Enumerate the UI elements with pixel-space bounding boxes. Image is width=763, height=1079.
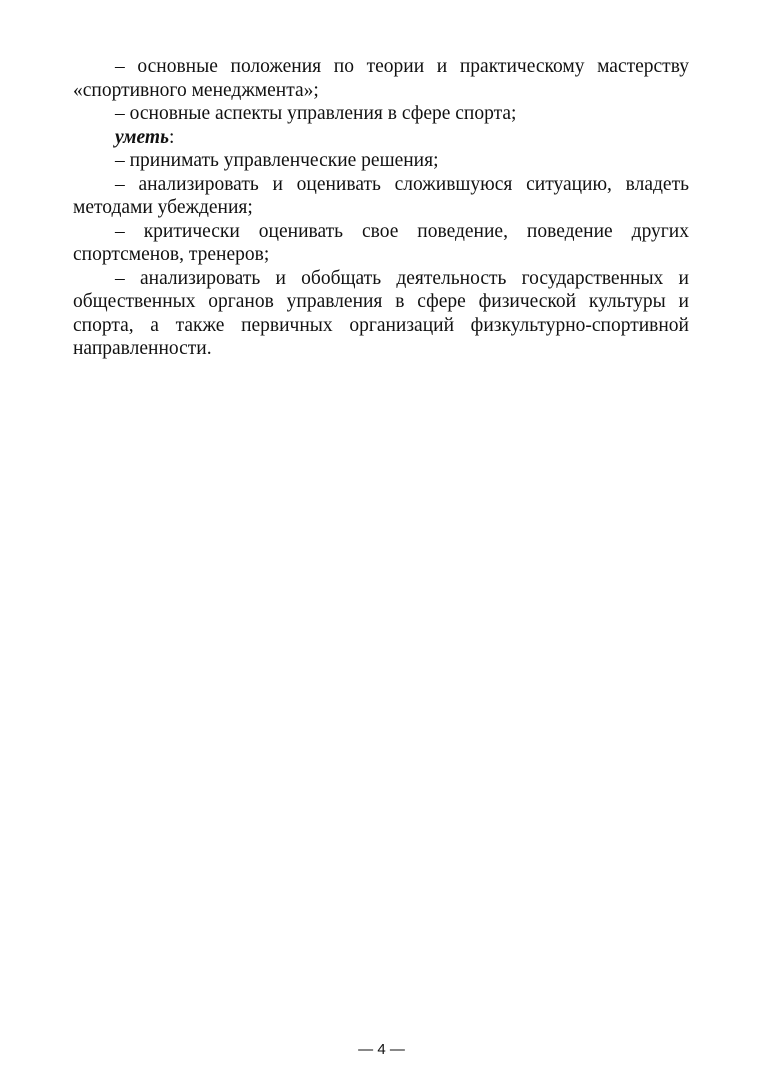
skills-heading: уметь [115, 126, 170, 148]
knowledge-item: – основные положения по теории и практическому мастерству «спортивного менеджмента»; [73, 56, 689, 101]
page-body [73, 55, 689, 361]
skills-heading-line [73, 126, 689, 150]
skill-item: – принимать управленческие решения; [115, 150, 439, 171]
knowledge-item: – основные аспекты управления в сфере спорта; [115, 103, 517, 124]
skill-item: – анализировать и обобщать деятельность государственных и общественных органов управления в сфере физической культуры и спорта, а также первичных организаций физкультурно-спортивной направленности. [73, 267, 689, 359]
page-number: — 4 — [358, 1041, 405, 1058]
skill-item: – анализировать и оценивать сложившуюся ситуацию, владеть методами убеждения; [73, 173, 689, 218]
skill-item: – критически оценивать свое поведение, поведение других спортсменов, тренеров; [73, 220, 689, 265]
skills-heading-colon: : [169, 126, 175, 148]
